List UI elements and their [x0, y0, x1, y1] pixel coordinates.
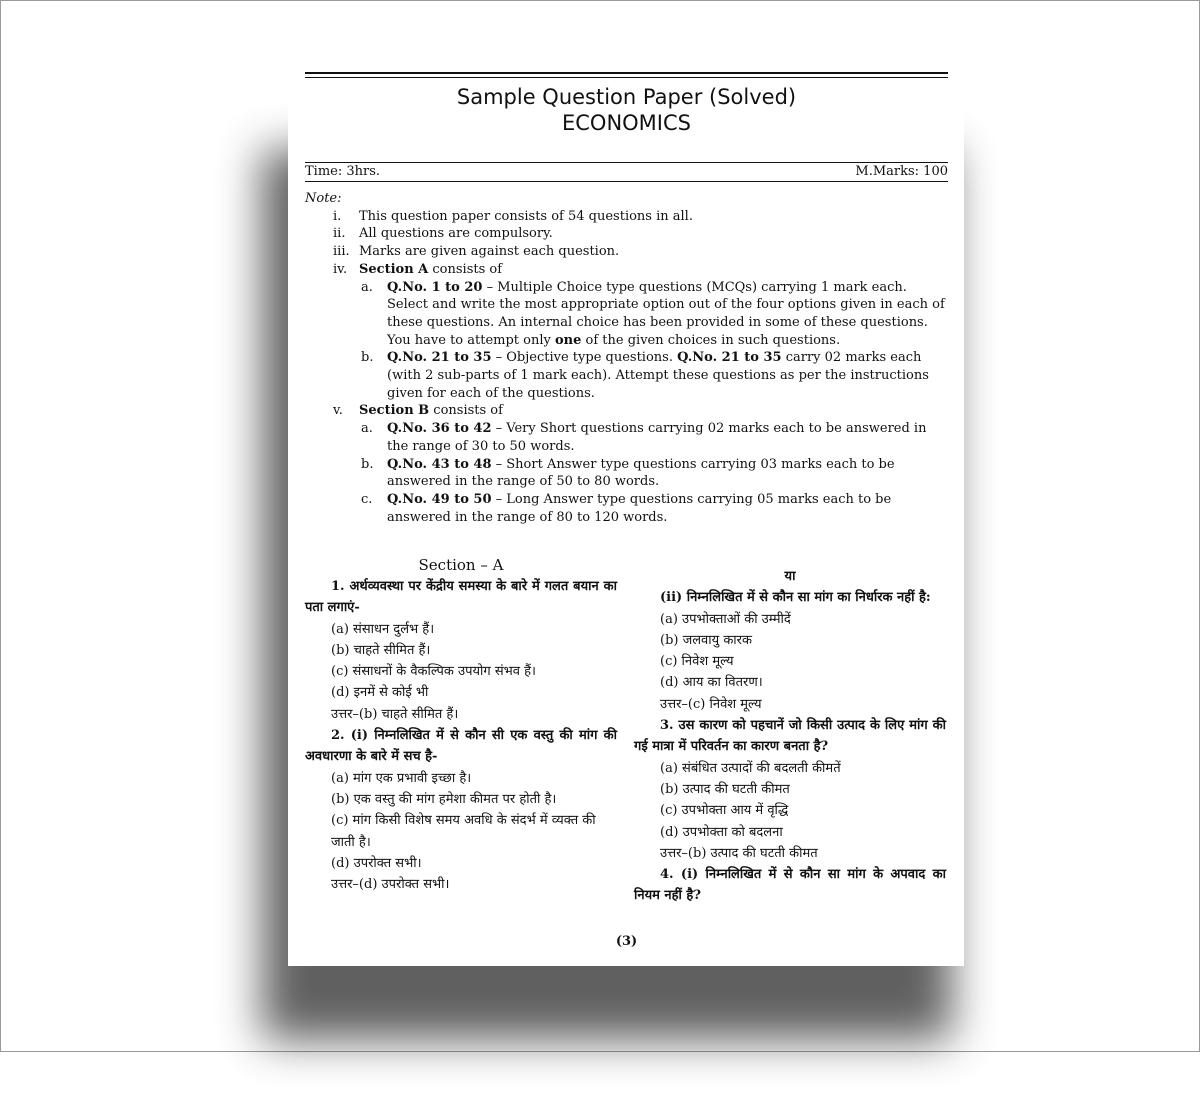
option: (b) एक वस्तु की मांग हमेशा कीमत पर होती है।	[331, 791, 557, 807]
answer-3: उत्तर–(b) उत्पाद की घटती कीमत	[660, 845, 818, 861]
page-number: (3)	[615, 934, 638, 949]
note-subitem: a. Q.No. 1 to 20 – Multiple Choice type questions (MCQs) carrying 1 mark each. Select and write the most appropriate option out of the four options given in each of these questions. An internal choice has been provided in some of these questions. You have to attempt only one of the given choices in such questions.	[361, 279, 945, 348]
note-subitem: c. Q.No. 49 to 50 – Long Answer type questions carrying 05 marks each to be answered in the range of 80 to 120 words.	[361, 491, 892, 525]
header-rule	[305, 162, 948, 163]
answer-2-ii: उत्तर–(c) निवेश मूल्य	[660, 696, 762, 712]
question-4: 4. (i) निम्नलिखित में से कौन सा मांग के अपवाद का नियम नहीं है?	[634, 867, 946, 904]
note-item: i. This question paper consists of 54 questions in all.	[333, 208, 693, 224]
left-column	[305, 554, 617, 895]
meta-rule	[305, 181, 948, 182]
note-subitem: b. Q.No. 43 to 48 – Short Answer type questions carrying 03 marks each to be answered in the range of 50 to 80 words.	[361, 456, 895, 490]
question-1: 1. अर्थव्यवस्था पर केंद्रीय समस्या के बारे में गलत बयान का पता लगाएं-	[305, 579, 617, 616]
option: (d) इनमें से कोई भी	[331, 685, 429, 701]
exam-page	[288, 60, 964, 966]
answer-2: उत्तर–(d) उपरोक्त सभी।	[331, 877, 450, 893]
option: (a) संसाधन दुर्लभ हैं।	[331, 621, 435, 637]
question-2: 2. (i) निम्नलिखित में से कौन सी एक वस्तु की मांग की अवधारणा के बारे में सच है-	[305, 728, 617, 765]
note-item: v. Section B consists of	[333, 403, 503, 419]
paper-title: Sample Question Paper (Solved)	[456, 85, 797, 109]
paper-meta	[305, 164, 948, 180]
option: (b) चाहते सीमित हैं।	[331, 642, 431, 658]
question-2-ii: (ii) निम्नलिखित में से कौन सा मांग का निर्धारक नहीं है:	[660, 590, 931, 606]
option: (a) मांग एक प्रभावी इच्छा है।	[331, 770, 472, 786]
marks-label: M.Marks: 100	[855, 164, 948, 179]
paper-subject: ECONOMICS	[561, 111, 691, 135]
section-heading: Section – A	[418, 556, 504, 574]
option: (a) संबंधित उत्पादों की बदलती कीमतें	[660, 760, 841, 776]
option: (d) उपभोक्ता को बदलना	[660, 824, 783, 840]
option: (b) उत्पाद की घटती कीमत	[660, 781, 790, 797]
option: (c) उपभोक्ता आय में वृद्धि	[660, 803, 789, 819]
or-divider: या	[784, 569, 796, 584]
note-label: Note:	[305, 191, 342, 206]
option: (c) मांग किसी विशेष समय अवधि के संदर्भ में व्यक्त की जाती है।	[331, 813, 596, 850]
option: (d) आय का वितरण।	[660, 675, 763, 691]
top-rule-thin	[305, 77, 948, 78]
option: (c) संसाधनों के वैकल्पिक उपयोग संभव हैं।	[331, 664, 536, 680]
note-item: iv. Section A consists of	[333, 261, 503, 277]
top-rule	[305, 72, 948, 74]
note-item: ii. All questions are compulsory.	[333, 226, 553, 242]
option: (c) निवेश मूल्य	[660, 654, 734, 670]
note-item: iii. Marks are given against each question.	[333, 244, 620, 260]
paper-heading	[305, 84, 948, 136]
right-column	[634, 566, 946, 907]
notes-block	[305, 190, 948, 526]
option: (d) उपरोक्त सभी।	[331, 855, 422, 871]
note-subitem: b. Q.No. 21 to 35 – Objective type questions. Q.No. 21 to 35 carry 02 marks each (with 2 sub-parts of 1 mark each). Attempt these questions as per the instructions given for each of the questions.	[361, 350, 929, 401]
answer-1: उत्तर–(b) चाहते सीमित हैं।	[331, 706, 459, 722]
note-subitem: a. Q.No. 36 to 42 – Very Short questions carrying 02 marks each to be answered in the range of 30 to 50 words.	[361, 421, 927, 454]
time-label: Time: 3hrs.	[305, 164, 381, 179]
question-3: 3. उस कारण को पहचानें जो किसी उत्पाद के लिए मांग की गई मात्रा में परिवर्तन का कारण बनता है?	[634, 718, 946, 755]
option: (b) जलवायु कारक	[660, 632, 752, 648]
option: (a) उपभोक्ताओं की उम्मीदें	[660, 611, 791, 627]
